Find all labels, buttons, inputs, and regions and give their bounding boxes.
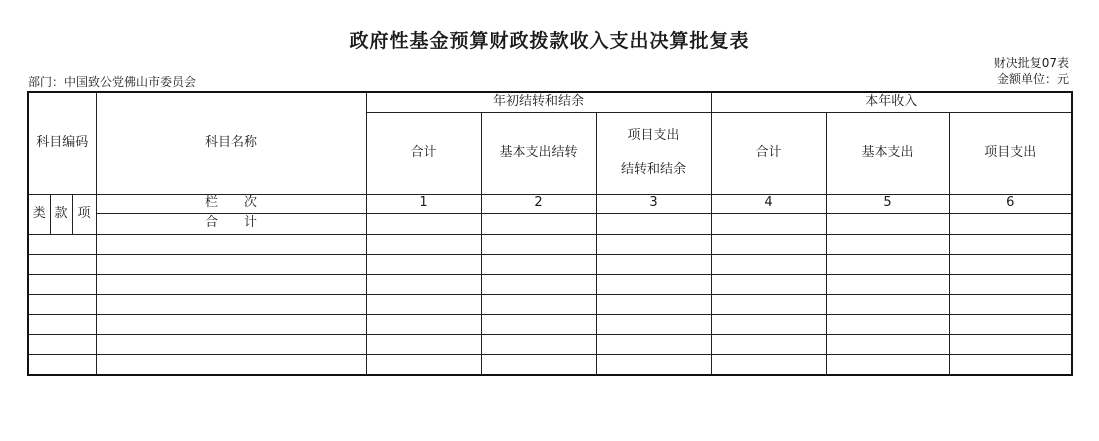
subject-name-header: 科目名称 xyxy=(96,92,366,194)
table-row xyxy=(28,354,1072,375)
page-title: 政府性基金预算财政拨款收入支出决算批复表 xyxy=(349,30,750,52)
col-total-income: 合计 xyxy=(711,112,826,194)
table-row xyxy=(28,334,1072,354)
table-row xyxy=(28,274,1072,294)
col-total-carryover: 合计 xyxy=(366,112,481,194)
col-basic-carryover: 基本支出结转 xyxy=(481,112,596,194)
col-num: 3 xyxy=(596,194,711,213)
total-cell xyxy=(949,213,1072,234)
col-num: 4 xyxy=(711,194,826,213)
col-project-income: 项目支出 xyxy=(949,112,1072,194)
col-project-carryover: 项目支出 结转和结余 xyxy=(596,112,711,194)
table-row xyxy=(28,254,1072,274)
code-kuan: 款 xyxy=(50,194,72,234)
carryover-group-header: 年初结转和结余 xyxy=(366,92,711,112)
total-cell xyxy=(481,213,596,234)
department-label: 部门：中国致公党佛山市委员会 xyxy=(28,75,197,89)
income-group-header: 本年收入 xyxy=(711,92,1072,112)
row-total-label: 合 计 xyxy=(96,213,366,234)
col-num: 6 xyxy=(949,194,1072,213)
total-cell xyxy=(826,213,949,234)
col-num: 1 xyxy=(366,194,481,213)
form-code: 财决批复07表 xyxy=(993,56,1069,70)
col-num: 5 xyxy=(826,194,949,213)
budget-table xyxy=(27,91,1073,376)
code-xiang: 项 xyxy=(72,194,96,234)
total-cell xyxy=(711,213,826,234)
col-num: 2 xyxy=(481,194,596,213)
total-cell xyxy=(366,213,481,234)
row-index-label: 栏 次 xyxy=(96,194,366,213)
table-row xyxy=(28,234,1072,254)
table-row xyxy=(28,314,1072,334)
table-row xyxy=(28,294,1072,314)
col-basic-income: 基本支出 xyxy=(826,112,949,194)
code-lei: 类 xyxy=(28,194,50,234)
total-cell xyxy=(596,213,711,234)
amount-unit: 金额单位：元 xyxy=(996,72,1069,86)
subject-code-header: 科目编码 xyxy=(28,92,96,194)
